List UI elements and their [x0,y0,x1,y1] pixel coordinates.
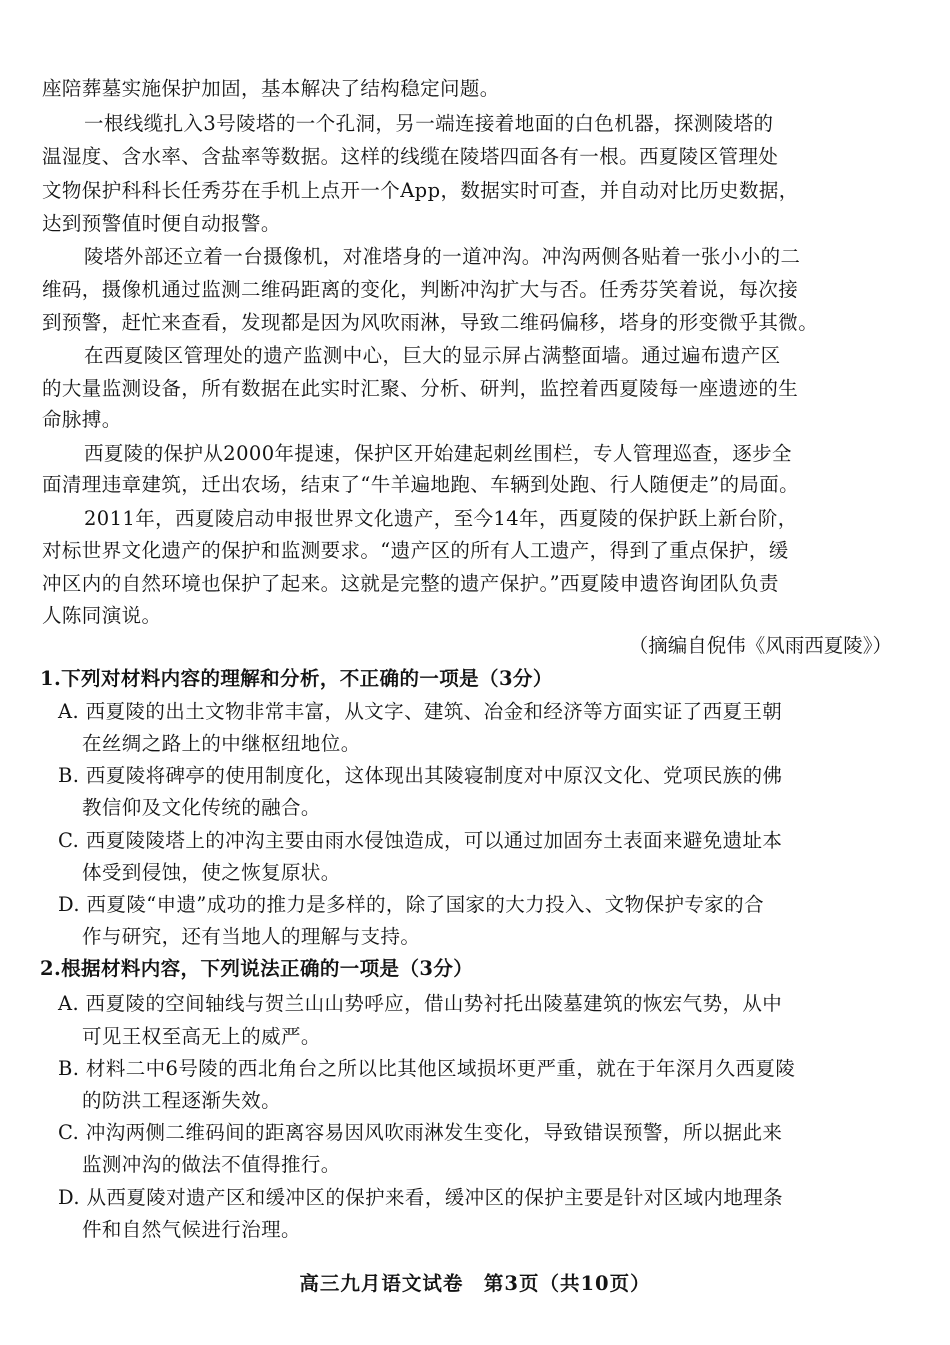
passage-line: 2011年，西夏陵启动申报世界文化遗产，至今14年，西夏陵的保护跃上新台阶， [84,507,798,530]
option-a-continued: 可见王权至高无上的威严。 [82,1025,321,1048]
passage-line: 冲区内的自然环境也保护了起来。这就是完整的遗产保护。”西夏陵申遗咨询团队负责 [42,572,779,595]
passage-line: 温湿度、含水率、含盐率等数据。这样的线缆在陵塔四面各有一根。西夏陵区管理处 [42,145,779,168]
passage-line: 到预警，赶忙来查看，发现都是因为风吹雨淋，导致二维码偏移，塔身的形变微乎其微。 [42,311,819,334]
passage-line: 对标世界文化遗产的保护和监测要求。“遗产区的所有人工遗产，得到了重点保护，缓 [42,539,789,562]
passage-line: 一根线缆扎入3号陵塔的一个孔洞，另一端连接着地面的白色机器，探测陵塔的 [84,112,774,135]
option-a[interactable]: A. 西夏陵的空间轴线与贺兰山山势呼应，借山势衬托出陵墓建筑的恢宏气势，从中 [58,992,783,1015]
option-d-continued: 件和自然气候进行治理。 [82,1218,301,1241]
passage-source: （摘编自倪伟《风雨西夏陵》） [628,634,892,657]
passage-line: 面清理违章建筑，迁出农场，结束了“牛羊遍地跑、车辆到处跑、行人随便走”的局面。 [42,473,800,496]
passage-line: 人陈同演说。 [42,604,162,627]
option-d[interactable]: D. 西夏陵“申遗”成功的推力是多样的，除了国家的大力投入、文物保护专家的合 [58,893,764,916]
option-d[interactable]: D. 从西夏陵对遗产区和缓冲区的保护来看，缓冲区的保护主要是针对区域内地理条 [58,1186,784,1209]
option-b-continued: 教信仰及文化传统的融合。 [82,796,321,819]
question-stem: 1.下列对材料内容的理解和分析，不正确的一项是（3分） [40,667,553,690]
passage-line: 在西夏陵区管理处的遗产监测中心，巨大的显示屏占满整面墙。通过遍布遗产区 [84,344,781,367]
option-c-continued: 监测冲沟的做法不值得推行。 [82,1153,341,1176]
passage-line: 文物保护科科长任秀芬在手机上点开一个App，数据实时可查，并自动对比历史数据， [42,179,799,202]
page-footer: 高三九月语文试卷 第3页（共10页） [299,1272,651,1295]
passage-line: 维码，摄像机通过监测二维码距离的变化，判断冲沟扩大与否。任秀芬笑着说，每次接 [42,278,799,301]
option-b[interactable]: B. 西夏陵将碑亭的使用制度化，这体现出其陵寝制度对中原汉文化、党项民族的佛 [58,764,783,787]
option-d-continued: 作与研究，还有当地人的理解与支持。 [82,925,421,948]
option-c[interactable]: C. 冲沟两侧二维码间的距离容易因风吹雨淋发生变化，导致错误预警，所以据此来 [58,1121,783,1144]
question-stem: 2.根据材料内容，下列说法正确的一项是（3分） [40,957,474,980]
passage-line: 陵塔外部还立着一台摄像机，对准塔身的一道冲沟。冲沟两侧各贴着一张小小的二 [84,245,801,268]
passage-line: 达到预警值时便自动报警。 [42,212,281,235]
option-c[interactable]: C. 西夏陵陵塔上的冲沟主要由雨水侵蚀造成，可以通过加固夯土表面来避免遗址本 [58,829,783,852]
passage-line: 西夏陵的保护从2000年提速，保护区开始建起刺丝围栏，专人管理巡查，逐步全 [84,442,792,465]
passage-line: 座陪葬墓实施保护加固，基本解决了结构稳定问题。 [42,77,500,100]
option-c-continued: 体受到侵蚀，使之恢复原状。 [82,861,341,884]
option-b-continued: 的防洪工程逐渐失效。 [82,1089,282,1112]
passage-line: 命脉搏。 [42,408,122,431]
option-a-continued: 在丝绸之路上的中继枢纽地位。 [82,732,361,755]
option-b[interactable]: B. 材料二中6号陵的西北角台之所以比其他区域损坏更严重，就在于年深月久西夏陵 [58,1057,796,1080]
passage-line: 的大量监测设备，所有数据在此实时汇聚、分析、研判，监控着西夏陵每一座遗迹的生 [42,377,799,400]
option-a[interactable]: A. 西夏陵的出土文物非常丰富，从文字、建筑、冶金和经济等方面实证了西夏王朝 [58,700,783,723]
